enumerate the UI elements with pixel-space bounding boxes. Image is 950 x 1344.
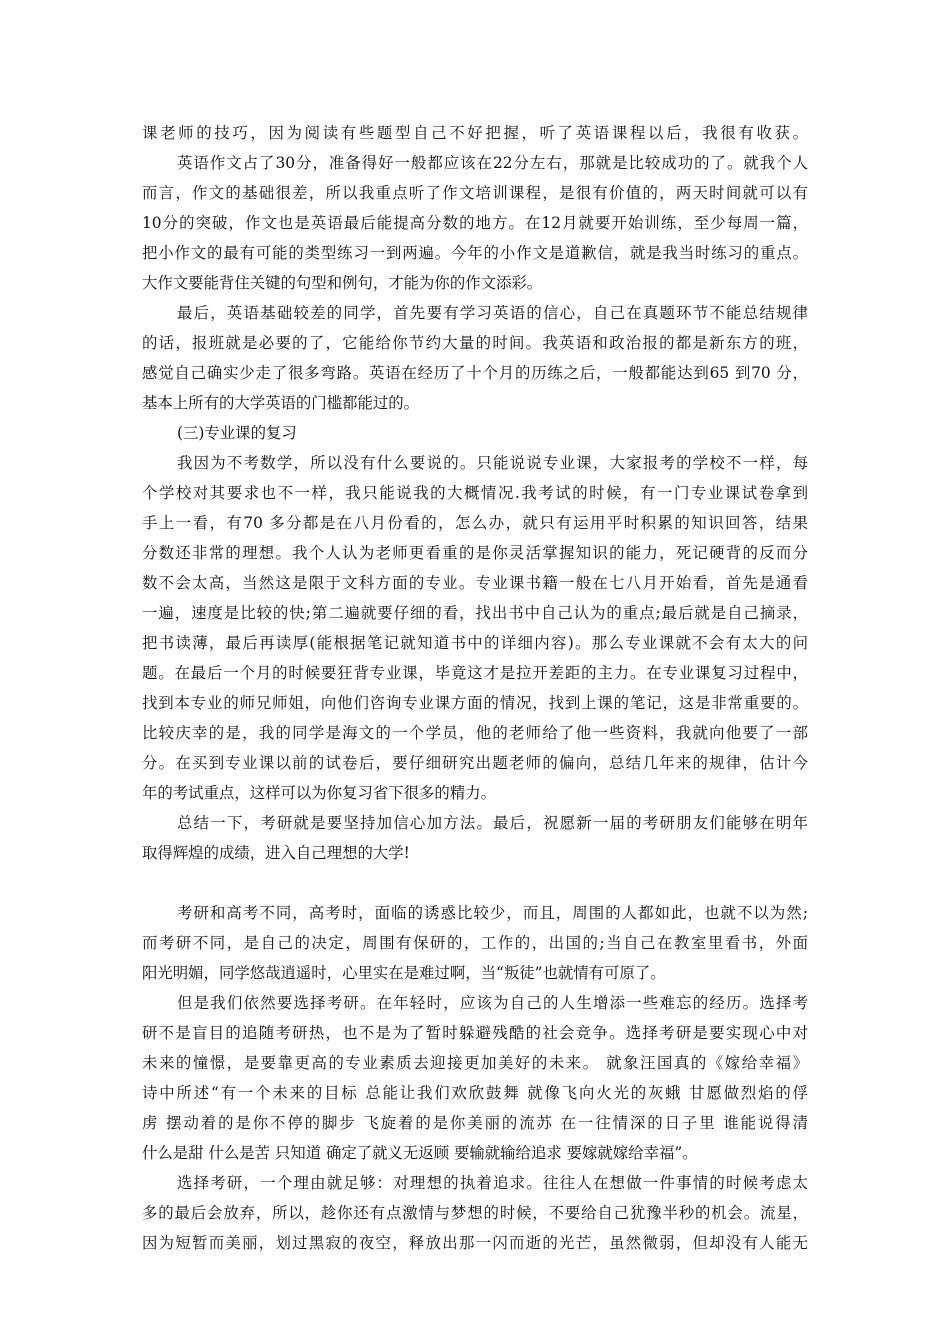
text-line: 未来的憧憬，是要靠更高的专业素质去迎接更加美好的未来。 就象汪国真的《嫁给幸福》 [142, 1054, 808, 1072]
text-line: 多的最后会放弃，所以，趁你还有点激情与梦想的时候，不要给自己犹豫半秒的机会。流星， [142, 1204, 808, 1222]
text-line: 把小作文的最有可能的类型练习一到两遍。今年的小作文是道歉信，就是我当时练习的重点。 [142, 244, 808, 262]
text-line: 取得辉煌的成绩，进入自己理想的大学! [142, 844, 410, 862]
text-line: 的话，报班就是必要的了，它能给你节约大量的时间。我英语和政治报的都是新东方的班， [142, 334, 808, 352]
text-line: 基本上所有的大学英语的门槛都能过的。 [142, 394, 420, 412]
text-line: 分。在买到专业课以前的试卷后，要仔细研究出题老师的偏向，总结几年来的规律，估计今 [142, 754, 808, 772]
text-line: 研不是盲目的追随考研热，也不是为了暂时躲避残酷的社会竞争。选择考研是要实现心中对 [142, 1024, 808, 1042]
text-line: 课老师的技巧，因为阅读有些题型自己不好把握，听了英语课程以后，我很有收获。 [142, 124, 808, 142]
text-line: 而考研不同，是自己的决定，周围有保研的，工作的，出国的;当自己在教室里看书，外面 [142, 934, 808, 952]
text-line: 什么是甜 什么是苦 只知道 确定了就义无返顾 要输就输给追求 要嫁就嫁给幸福”。 [142, 1144, 698, 1162]
text-line: 找到本专业的师兄师姐，向他们咨询专业课方面的情况，找到上课的笔记，这是非常重要的。 [142, 694, 808, 712]
text-line: 总结一下，考研就是要坚持加信心加方法。最后，祝愿新一届的考研朋友们能够在明年 [177, 814, 808, 832]
text-line: 10分的突破，作文也是英语最后能提高分数的地方。在12月就要开始训练，至少每周一篇， [142, 214, 808, 232]
text-line: 选择考研，一个理由就足够：对理想的执着追求。往往人在想做一件事情的时候考虑太 [177, 1174, 808, 1192]
text-line: 年的考试重点，这样可以为你复习省下很多的精力。 [142, 784, 496, 802]
text-line: 考研和高考不同，高考时，面临的诱惑比较少，而且，周围的人都如此，也就不以为然; [177, 904, 808, 922]
text-line: 感觉自己确实少走了很多弯路。英语在经历了十个月的历练之后，一般都能达到65 到70 分， [142, 364, 808, 382]
text-line: 诗中所述“有一个未来的目标 总能让我们欢欣鼓舞 就像飞向火光的灰蛾 甘愿做烈焰的俘 [142, 1084, 808, 1102]
text-line: 比较庆幸的是，我的同学是海文的一个学员，他的老师给了他一些资料，我就向他要了一部 [142, 724, 808, 742]
text-line: 个学校对其要求也不一样，我只能说我的大概情况.我考试的时候，有一门专业课试卷拿到 [142, 484, 808, 502]
text-line: 分数还非常的理想。我个人认为老师更看重的是你灵活掌握知识的能力，死记硬背的反而分 [142, 544, 808, 562]
text-line: 手上一看，有70 多分都是在八月份看的，怎么办，就只有运用平时积累的知识回答，结果 [142, 514, 808, 532]
section-heading: (三)专业课的复习 [177, 424, 297, 442]
text-line: 但是我们依然要选择考研。在年轻时，应该为自己的人生增添一些难忘的经历。选择考 [177, 994, 808, 1012]
text-line: 把书读薄，最后再读厚(能根据笔记就知道书中的详细内容)。那么专业课就不会有太大的问 [142, 634, 808, 652]
text-line: 我因为不考数学，所以没有什么要说的。只能说说专业课，大家报考的学校不一样，每 [177, 454, 808, 472]
text-line: 题。在最后一个月的时候要狂背专业课，毕竟这才是拉开差距的主力。在专业课复习过程中， [142, 664, 808, 682]
text-line: 数不会太高，当然这是限于文科方面的专业。专业课书籍一般在七八月开始看，首先是通看 [142, 574, 808, 592]
text-line: 而言，作文的基础很差，所以我重点听了作文培训课程，是很有价值的，两天时间就可以有 [142, 184, 808, 202]
text-line: 因为短暂而美丽，划过黑寂的夜空，释放出那一闪而逝的光芒，虽然微弱，但却没有人能无 [142, 1234, 808, 1252]
text-line: 虏 摆动着的是你不停的脚步 飞旋着的是你美丽的流苏 在一往情深的日子里 谁能说得清 [142, 1114, 808, 1132]
text-line: 阳光明媚，同学悠哉逍遥时，心里实在是难过啊，当“叛徒”也就情有可原了。 [142, 964, 666, 982]
text-line: 大作文要能背住关键的句型和例句，才能为你的作文添彩。 [142, 274, 543, 292]
text-line: 英语作文占了30分，准备得好一般都应该在22分左右，那就是比较成功的了。就我个人 [177, 154, 808, 172]
text-line: 一遍，速度是比较的快;第二遍就要仔细的看，找出书中自己认为的重点;最后就是自己摘录， [142, 604, 808, 622]
text-line: 最后，英语基础较差的同学，首先要有学习英语的信心，自己在真题环节不能总结规律 [177, 304, 808, 322]
